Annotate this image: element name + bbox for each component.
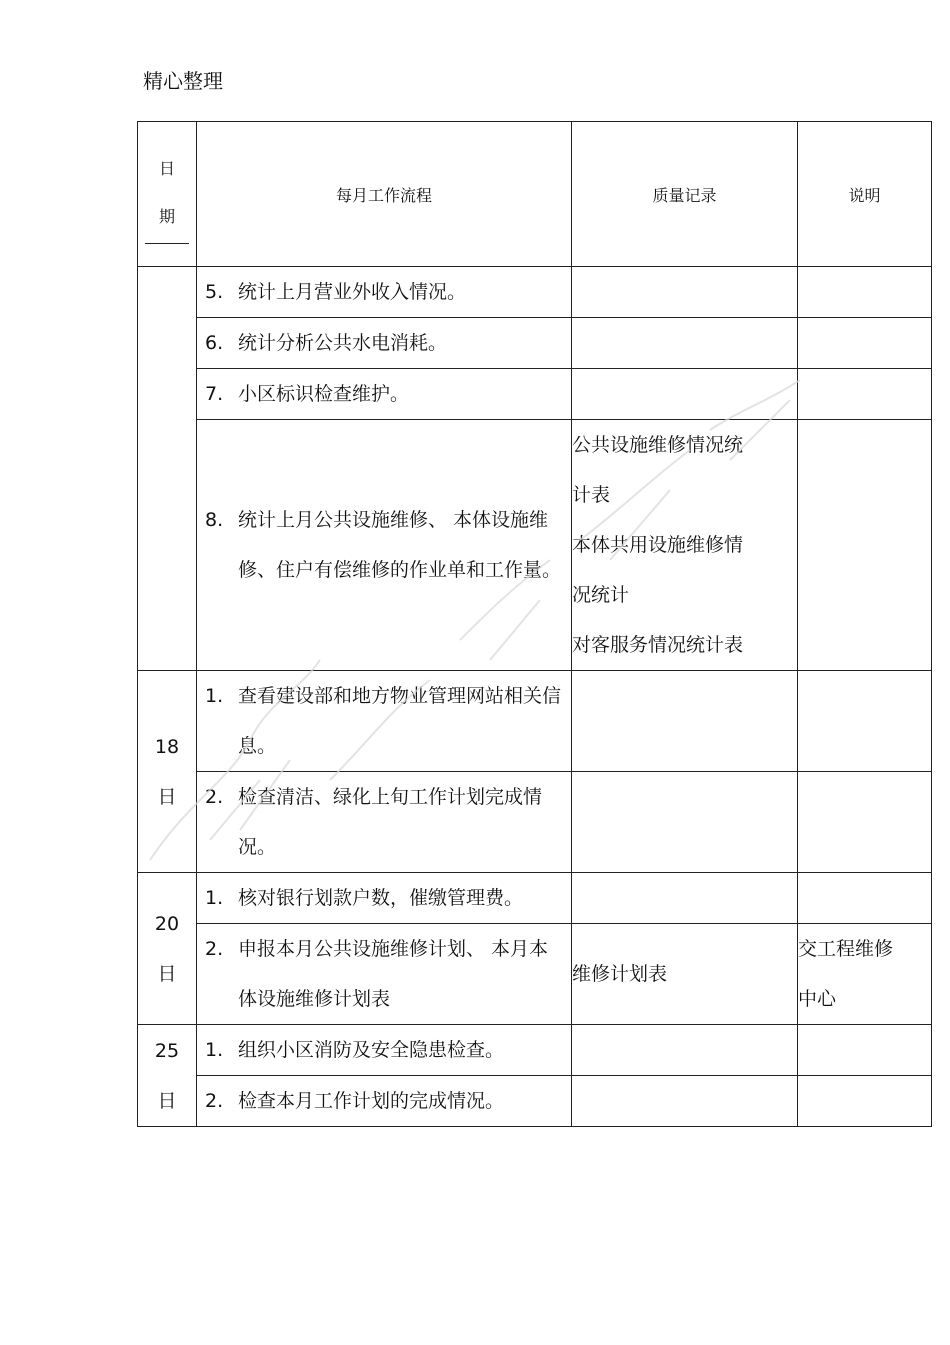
item-text: 核对银行划款户数，催缴管理费。 [238,887,524,909]
flow-cell [197,1076,572,1127]
flow-cell [197,1025,572,1076]
monthly-workflow-table [137,121,932,1127]
column-header-record: 质量记录 [572,122,798,267]
table-row [138,318,932,369]
flow-cell [197,924,572,1025]
note-cell [798,369,932,420]
date-day: 20 [154,912,180,935]
table-row [138,924,932,1025]
column-header-flow: 每月工作流程 [197,122,572,267]
flow-cell [197,267,572,318]
date-cell [138,671,197,873]
date-day: 25 [154,1039,180,1062]
note-cell [798,1076,932,1127]
item-number: 1. [205,887,224,909]
flow-cell [197,318,572,369]
item-number: 8. [205,509,224,531]
item-text: 统计分析公共水电消耗。 [238,332,448,354]
record-cell [572,420,798,671]
table-row [138,1025,932,1076]
flow-cell [197,420,572,671]
date-day: 18 [154,735,180,758]
flow-cell [197,369,572,420]
item-text: 小区标识检查维护。 [238,383,410,405]
note-cell [798,267,932,318]
item-text: 统计上月公共设施维修、 本体设施维修、住户有偿维修的作业单和工作量。 [238,509,562,581]
record-line: 公共设施维修情况统 [572,434,744,456]
item-text: 组织小区消防及安全隐患检查。 [238,1039,505,1061]
record-cell [572,1025,798,1076]
item-number: 7. [205,383,224,405]
column-header-date [138,122,197,267]
note-cell [798,420,932,671]
item-number: 5. [205,281,224,303]
date-header-line2: 期 [158,206,175,226]
date-header-underline [145,243,189,244]
table-row [138,267,932,318]
note-line: 交工程维修 [798,938,894,960]
flow-cell [197,873,572,924]
date-unit: 日 [157,785,177,808]
item-text: 检查清洁、绿化上旬工作计划完成情况。 [238,786,543,858]
record-cell [572,873,798,924]
item-number: 1. [205,1039,224,1061]
record-cell [572,369,798,420]
table-row [138,420,932,671]
item-number: 6. [205,332,224,354]
note-cell [798,318,932,369]
note-cell [798,671,932,772]
item-text: 检查本月工作计划的完成情况。 [238,1090,505,1112]
table-row [138,671,932,772]
table-row [138,1076,932,1127]
table-row [138,369,932,420]
date-unit: 日 [157,1089,177,1112]
note-cell [798,1025,932,1076]
note-cell [798,772,932,873]
date-header-line1: 日 [158,158,175,178]
record-cell [572,671,798,772]
record-line: 维修计划表 [572,963,668,985]
header-note: 精心整理 [143,69,223,93]
item-text: 查看建设部和地方物业管理网站相关信息。 [238,685,562,757]
item-number: 2. [205,786,224,808]
flow-cell [197,772,572,873]
record-cell [572,267,798,318]
item-number: 2. [205,938,224,960]
item-number: 2. [205,1090,224,1112]
date-cell [138,1025,197,1127]
flow-cell [197,671,572,772]
record-cell [572,924,798,1025]
date-unit: 日 [157,962,177,985]
item-number: 1. [205,685,224,707]
record-cell [572,1076,798,1127]
column-header-note: 说明 [798,122,932,267]
date-cell [138,873,197,1025]
record-cell [572,318,798,369]
table-header-row [138,122,932,267]
note-line: 中心 [798,988,837,1010]
record-line: 本体共用设施维修情 [572,534,744,556]
record-cell [572,772,798,873]
record-line: 况统计 [572,584,630,606]
table-row [138,772,932,873]
record-line: 对客服务情况统计表 [572,634,744,656]
item-text: 统计上月营业外收入情况。 [238,281,467,303]
date-cell-empty [138,267,197,671]
note-cell [798,924,932,1025]
item-text: 申报本月公共设施维修计划、 本月本体设施维修计划表 [238,938,549,1010]
table-row [138,873,932,924]
note-cell [798,873,932,924]
record-line: 计表 [572,484,611,506]
